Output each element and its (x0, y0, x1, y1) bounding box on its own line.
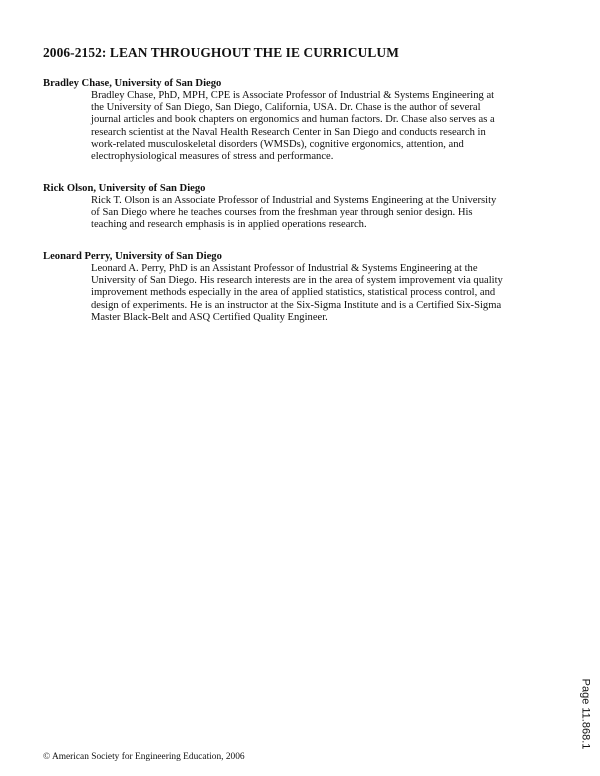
bio-line: University of San Diego. His research interests are in the area of system improvement via quality (91, 275, 503, 287)
page-title: 2006-2152: LEAN THROUGHOUT THE IE CURRICULUM (43, 45, 399, 60)
bio-line: improvement methods especially in the area of applied statistics, statistical process control, and (91, 287, 496, 299)
bio-line: work-related musculoskeletal disorders (WMSDs), cognitive ergonomics, attention, and (91, 138, 464, 150)
author-name: Bradley Chase, University of San Diego (43, 78, 222, 89)
author-bio-chase (43, 77, 495, 163)
bio-line: teaching and research emphasis is in applied operations research. (91, 219, 367, 231)
bio-line: Bradley Chase, PhD, MPH, CPE is Associate Professor of Industrial & Systems Engineering at (91, 90, 495, 101)
author-name: Rick Olson, University of San Diego (43, 183, 206, 194)
bio-line: electrophysiological measures of stress and performance. (91, 151, 334, 163)
bio-line: Leonard A. Perry, PhD is an Assistant Professor of Industrial & Systems Engineering at the (91, 263, 478, 274)
author-bio-olson (43, 182, 496, 232)
bio-line: research scientist at the Naval Health Research Center in San Diego and conducts research in (91, 126, 486, 138)
author-bio-text (43, 90, 495, 163)
bio-line: the University of San Diego, San Diego, California, USA. Dr. Chase is the author of several (91, 102, 481, 114)
bio-line: Rick T. Olson is an Associate Professor of Industrial and Systems Engineering at the University (91, 195, 497, 206)
page-number-label: Page 11.868.1 (579, 678, 591, 750)
page-number (573, 674, 597, 754)
author-name: Leonard Perry, University of San Diego (43, 251, 222, 262)
bio-line: design of experiments. He is an instructor at the Six-Sigma Institute and is a Certified Six-Sigma (91, 299, 502, 311)
author-bio-text (43, 195, 496, 232)
author-bio-text (43, 263, 503, 324)
bio-line: Master Black-Belt and ASQ Certified Quality Engineer. (91, 311, 328, 323)
bio-line: journal articles and book chapters on ergonomics and human factors. Dr. Chase also serves as a (91, 114, 495, 126)
copyright-notice: © American Society for Engineering Education, 2006 (43, 752, 245, 762)
bio-line: of San Diego where he teaches courses from the freshman year through senior design. His (91, 207, 473, 219)
author-bio-perry (43, 250, 503, 324)
